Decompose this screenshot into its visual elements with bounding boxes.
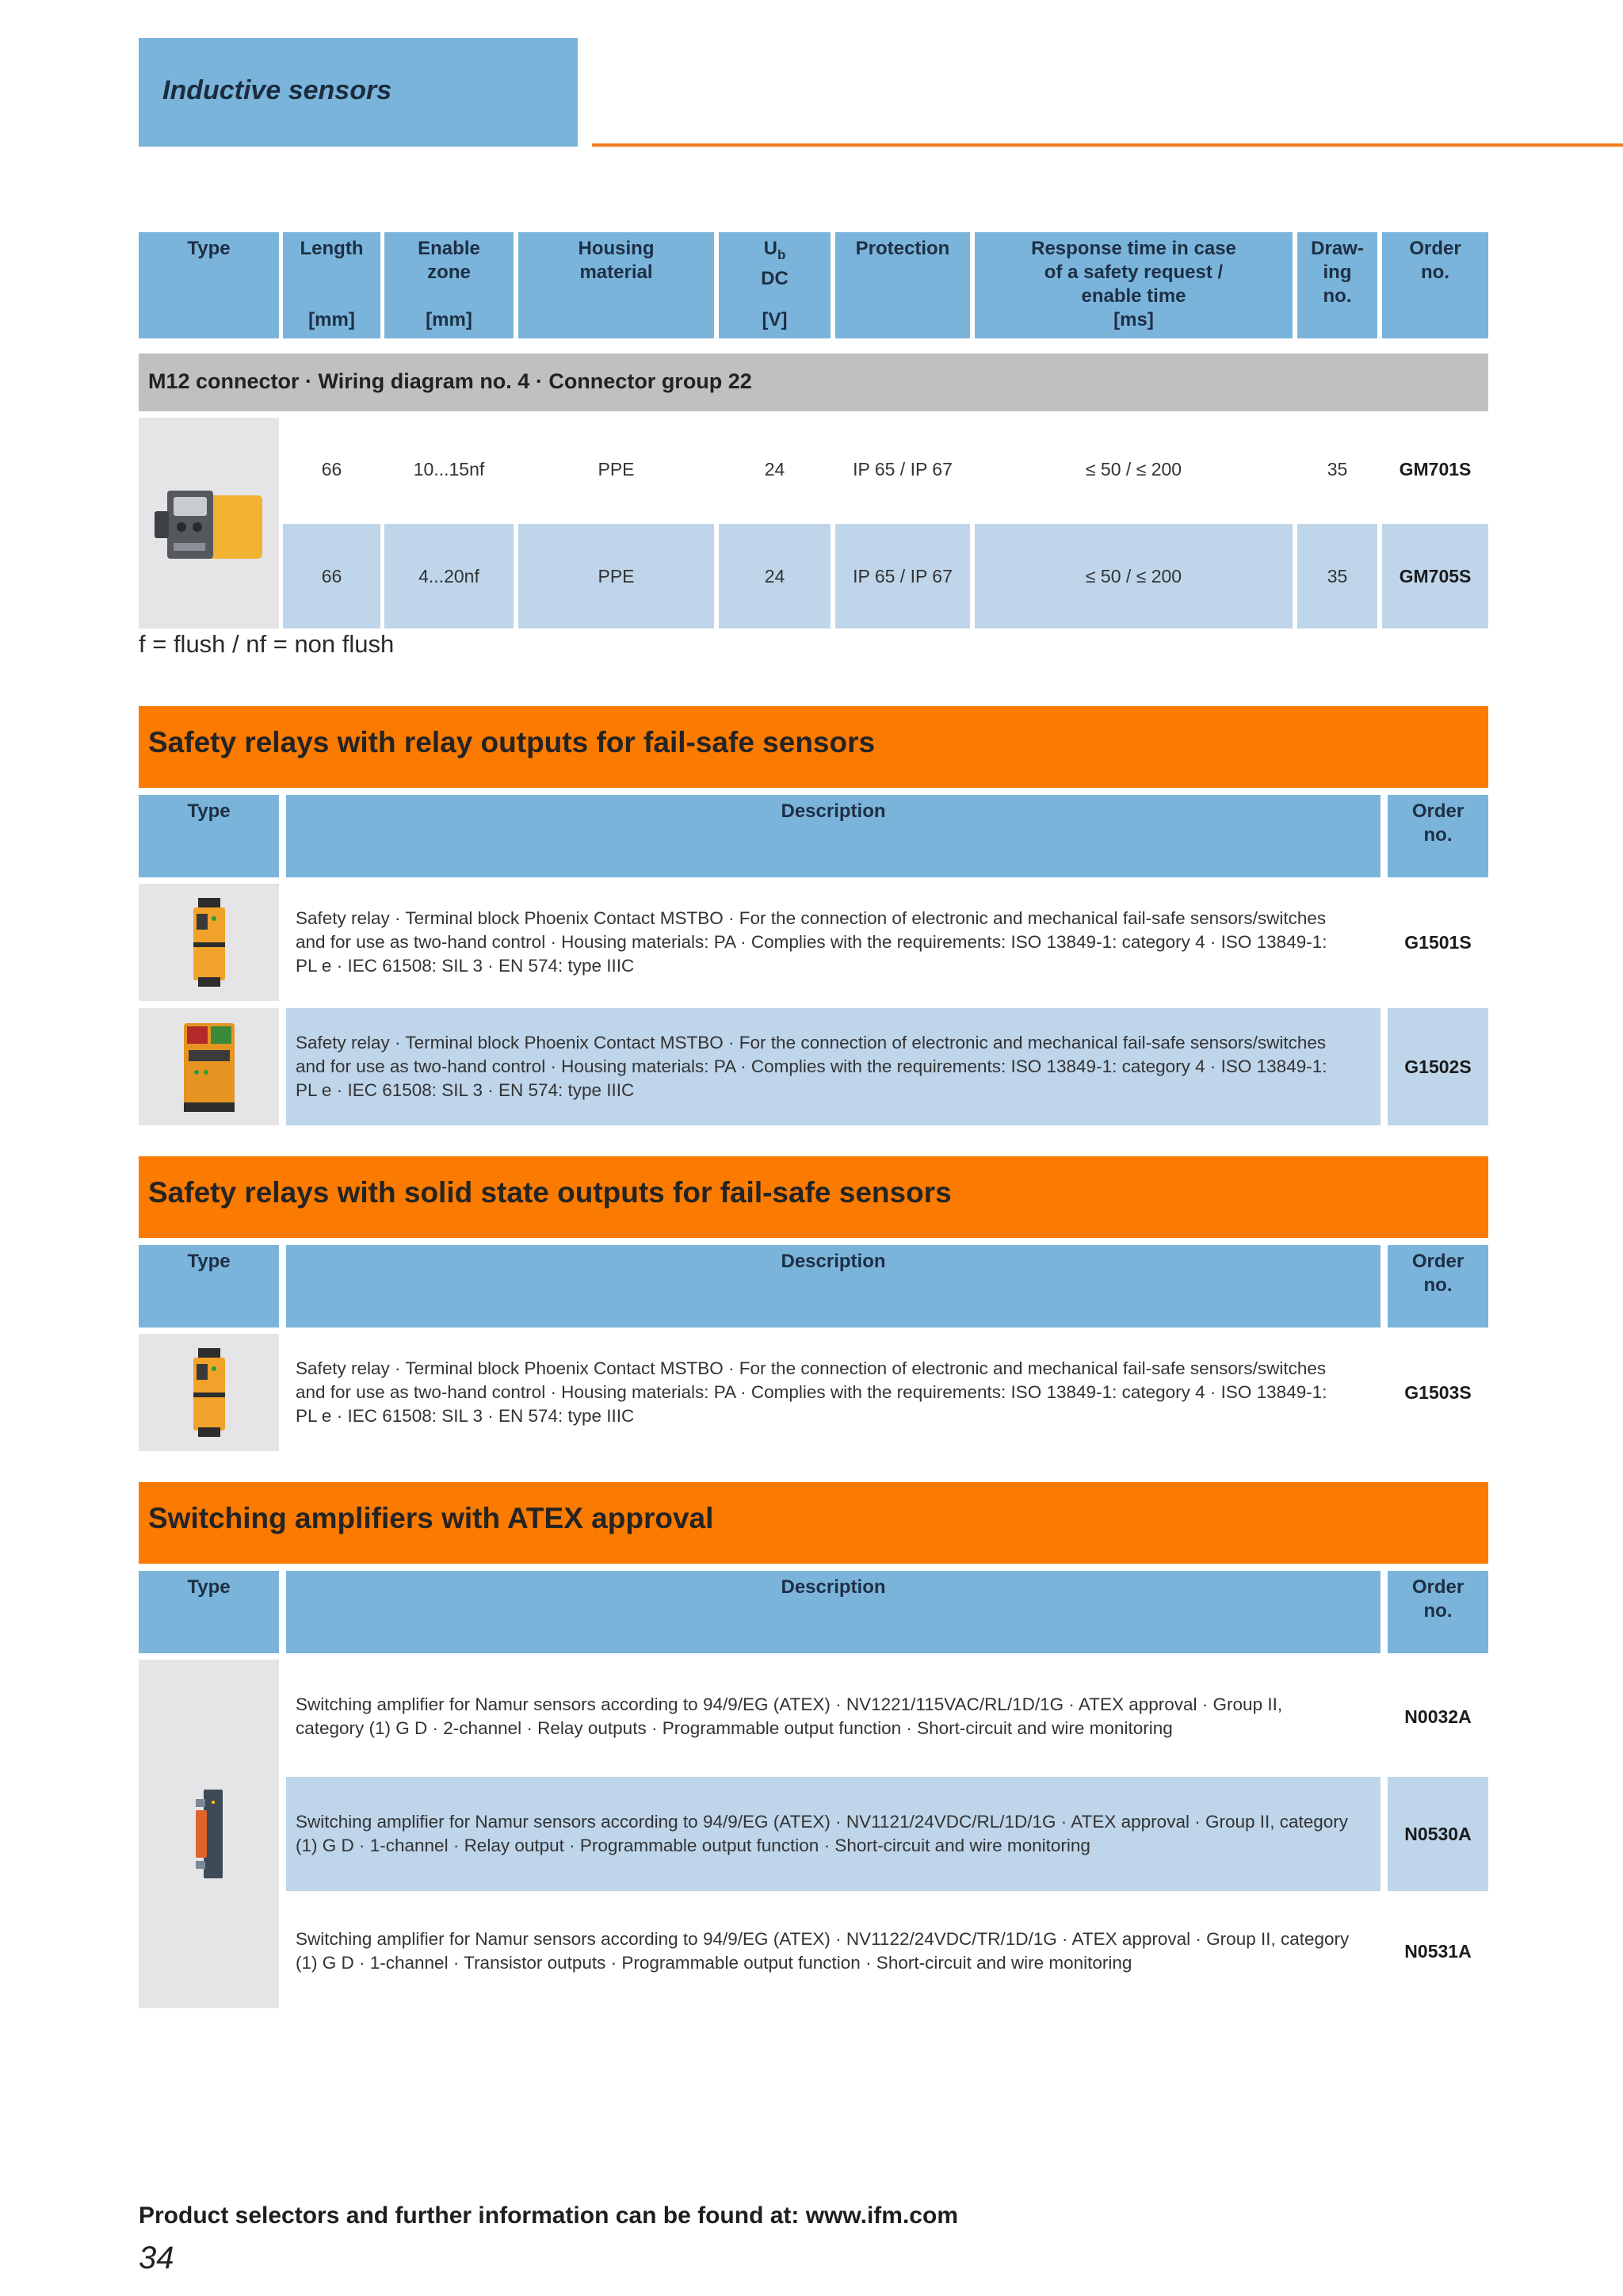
page-number: 34 xyxy=(139,2241,174,2275)
section-title: Switching amplifiers with ATEX approval xyxy=(148,1502,714,1534)
inductive-sensor-image xyxy=(150,479,269,567)
col-header-order: Order no. xyxy=(1382,232,1488,338)
cell-drawing: 35 xyxy=(1297,524,1377,628)
section-banner xyxy=(139,1482,1488,1564)
cell-enable-zone: 10...15nf xyxy=(384,418,514,521)
col-header-order: Order no. xyxy=(1388,1571,1488,1653)
col-header-type: Type xyxy=(139,232,279,338)
product-image-safety-relay xyxy=(139,884,279,1001)
cell-housing: PPE xyxy=(518,524,714,628)
col-header-type: Type xyxy=(139,795,279,877)
footer-link-text: Product selectors and further information can be found at: www.ifm.com xyxy=(139,2202,958,2229)
section-banner xyxy=(139,1156,1488,1238)
col-header-protection: Protection xyxy=(835,232,970,338)
flush-note: f = flush / nf = non flush xyxy=(139,630,395,658)
col-header-drawing: Draw- ing no. xyxy=(1297,232,1377,338)
cell-order-no: G1501S xyxy=(1388,884,1488,1001)
cell-order-no: G1503S xyxy=(1388,1334,1488,1451)
col-header-type: Type xyxy=(139,1245,279,1328)
product-description: Safety relay · Terminal block Phoenix Contact MSTBO · For the connection of electronic and mechanical fail-safe sensors/switches and for use as two-hand control · Housing materials: PA · Complies with the requirements: ISO 13849-1: category 4 · ISO 13849-1: PL e · IEC 61508: SIL 3 · EN 574: type IIIC xyxy=(286,1008,1381,1125)
product-description: Switching amplifier for Namur sensors according to 94/9/EG (ATEX) · NV1122/24VDC/TR/1D/1G · ATEX approval · Group II, category (1) G D · 1-channel · Transistor outputs · Programmable output function · Short-circuit and wire monitoring xyxy=(286,1894,1381,2008)
section-title: Safety relays with relay outputs for fail-safe sensors xyxy=(148,726,876,758)
col-header-description: Description xyxy=(286,1245,1381,1328)
product-description: Switching amplifier for Namur sensors according to 94/9/EG (ATEX) · NV1221/115VAC/RL/1D/1G · ATEX approval · Group II, category (1) G D · 2-channel · Relay outputs · Programmable output function · Short-circuit and wire monitoring xyxy=(286,1660,1381,1774)
connector-group-label: M12 connector · Wiring diagram no. 4 · Connector group 22 xyxy=(148,369,752,393)
cell-response-time: ≤ 50 / ≤ 200 xyxy=(975,418,1293,521)
cell-order-no: G1502S xyxy=(1388,1008,1488,1125)
product-image-safety-relay xyxy=(139,1008,279,1125)
cell-order-no: GM701S xyxy=(1382,418,1488,521)
product-image-sensor xyxy=(139,418,279,628)
cell-housing: PPE xyxy=(518,418,714,521)
product-description: Switching amplifier for Namur sensors according to 94/9/EG (ATEX) · NV1121/24VDC/RL/1D/1G · ATEX approval · Group II, category (1) G D · 1-channel · Relay output · Programmable output function · Short-circuit and wire monitoring xyxy=(286,1777,1381,1891)
product-image-safety-relay xyxy=(139,1334,279,1451)
safety-relay-wide-image xyxy=(178,1015,241,1118)
cell-order-no: N0530A xyxy=(1388,1777,1488,1891)
product-description: Safety relay · Terminal block Phoenix Contact MSTBO · For the connection of electronic and mechanical fail-safe sensors/switches and for use as two-hand control · Housing materials: PA · Complies with the requirements: ISO 13849-1: category 4 · ISO 13849-1: PL e · IEC 61508: SIL 3 · EN 574: type IIIC xyxy=(286,1334,1381,1451)
cell-drawing: 35 xyxy=(1297,418,1377,521)
safety-relay-image xyxy=(185,895,233,990)
cell-length: 66 xyxy=(283,524,380,628)
section-banner xyxy=(139,706,1488,788)
switching-amplifier-image xyxy=(189,1786,229,1881)
cell-order-no: N0032A xyxy=(1388,1660,1488,1774)
safety-relay-image xyxy=(185,1345,233,1440)
cell-protection: IP 65 / IP 67 xyxy=(835,418,970,521)
col-header-ub: $U_b$ DC [V] xyxy=(719,232,831,338)
cell-order-no: N0531A xyxy=(1388,1894,1488,2008)
page-title: Inductive sensors xyxy=(162,75,392,105)
col-header-order: Order no. xyxy=(1388,1245,1488,1328)
cell-response-time: ≤ 50 / ≤ 200 xyxy=(975,524,1293,628)
col-header-housing: Housing material xyxy=(518,232,714,338)
cell-enable-zone: 4...20nf xyxy=(384,524,514,628)
cell-order-no: GM705S xyxy=(1382,524,1488,628)
col-header-description: Description xyxy=(286,795,1381,877)
connector-group-bar xyxy=(139,353,1488,411)
cell-ub: 24 xyxy=(719,524,831,628)
cell-ub: 24 xyxy=(719,418,831,521)
header-rule xyxy=(592,143,1623,147)
col-header-type: Type xyxy=(139,1571,279,1653)
col-header-length: Length [mm] xyxy=(283,232,380,338)
col-header-response-time: Response time in case of a safety request / enable time [ms] xyxy=(975,232,1293,338)
product-image-switching-amplifier xyxy=(139,1660,279,2008)
cell-protection: IP 65 / IP 67 xyxy=(835,524,970,628)
col-header-order: Order no. xyxy=(1388,795,1488,877)
cell-length: 66 xyxy=(283,418,380,521)
section-title: Safety relays with solid state outputs for fail-safe sensors xyxy=(148,1176,952,1209)
col-header-enable-zone: Enable zone [mm] xyxy=(384,232,514,338)
product-description: Safety relay · Terminal block Phoenix Contact MSTBO · For the connection of electronic and mechanical fail-safe sensors/switches and for use as two-hand control · Housing materials: PA · Complies with the requirements: ISO 13849-1: category 4 · ISO 13849-1: PL e · IEC 61508: SIL 3 · EN 574: type IIIC xyxy=(286,884,1381,1001)
col-header-description: Description xyxy=(286,1571,1381,1653)
